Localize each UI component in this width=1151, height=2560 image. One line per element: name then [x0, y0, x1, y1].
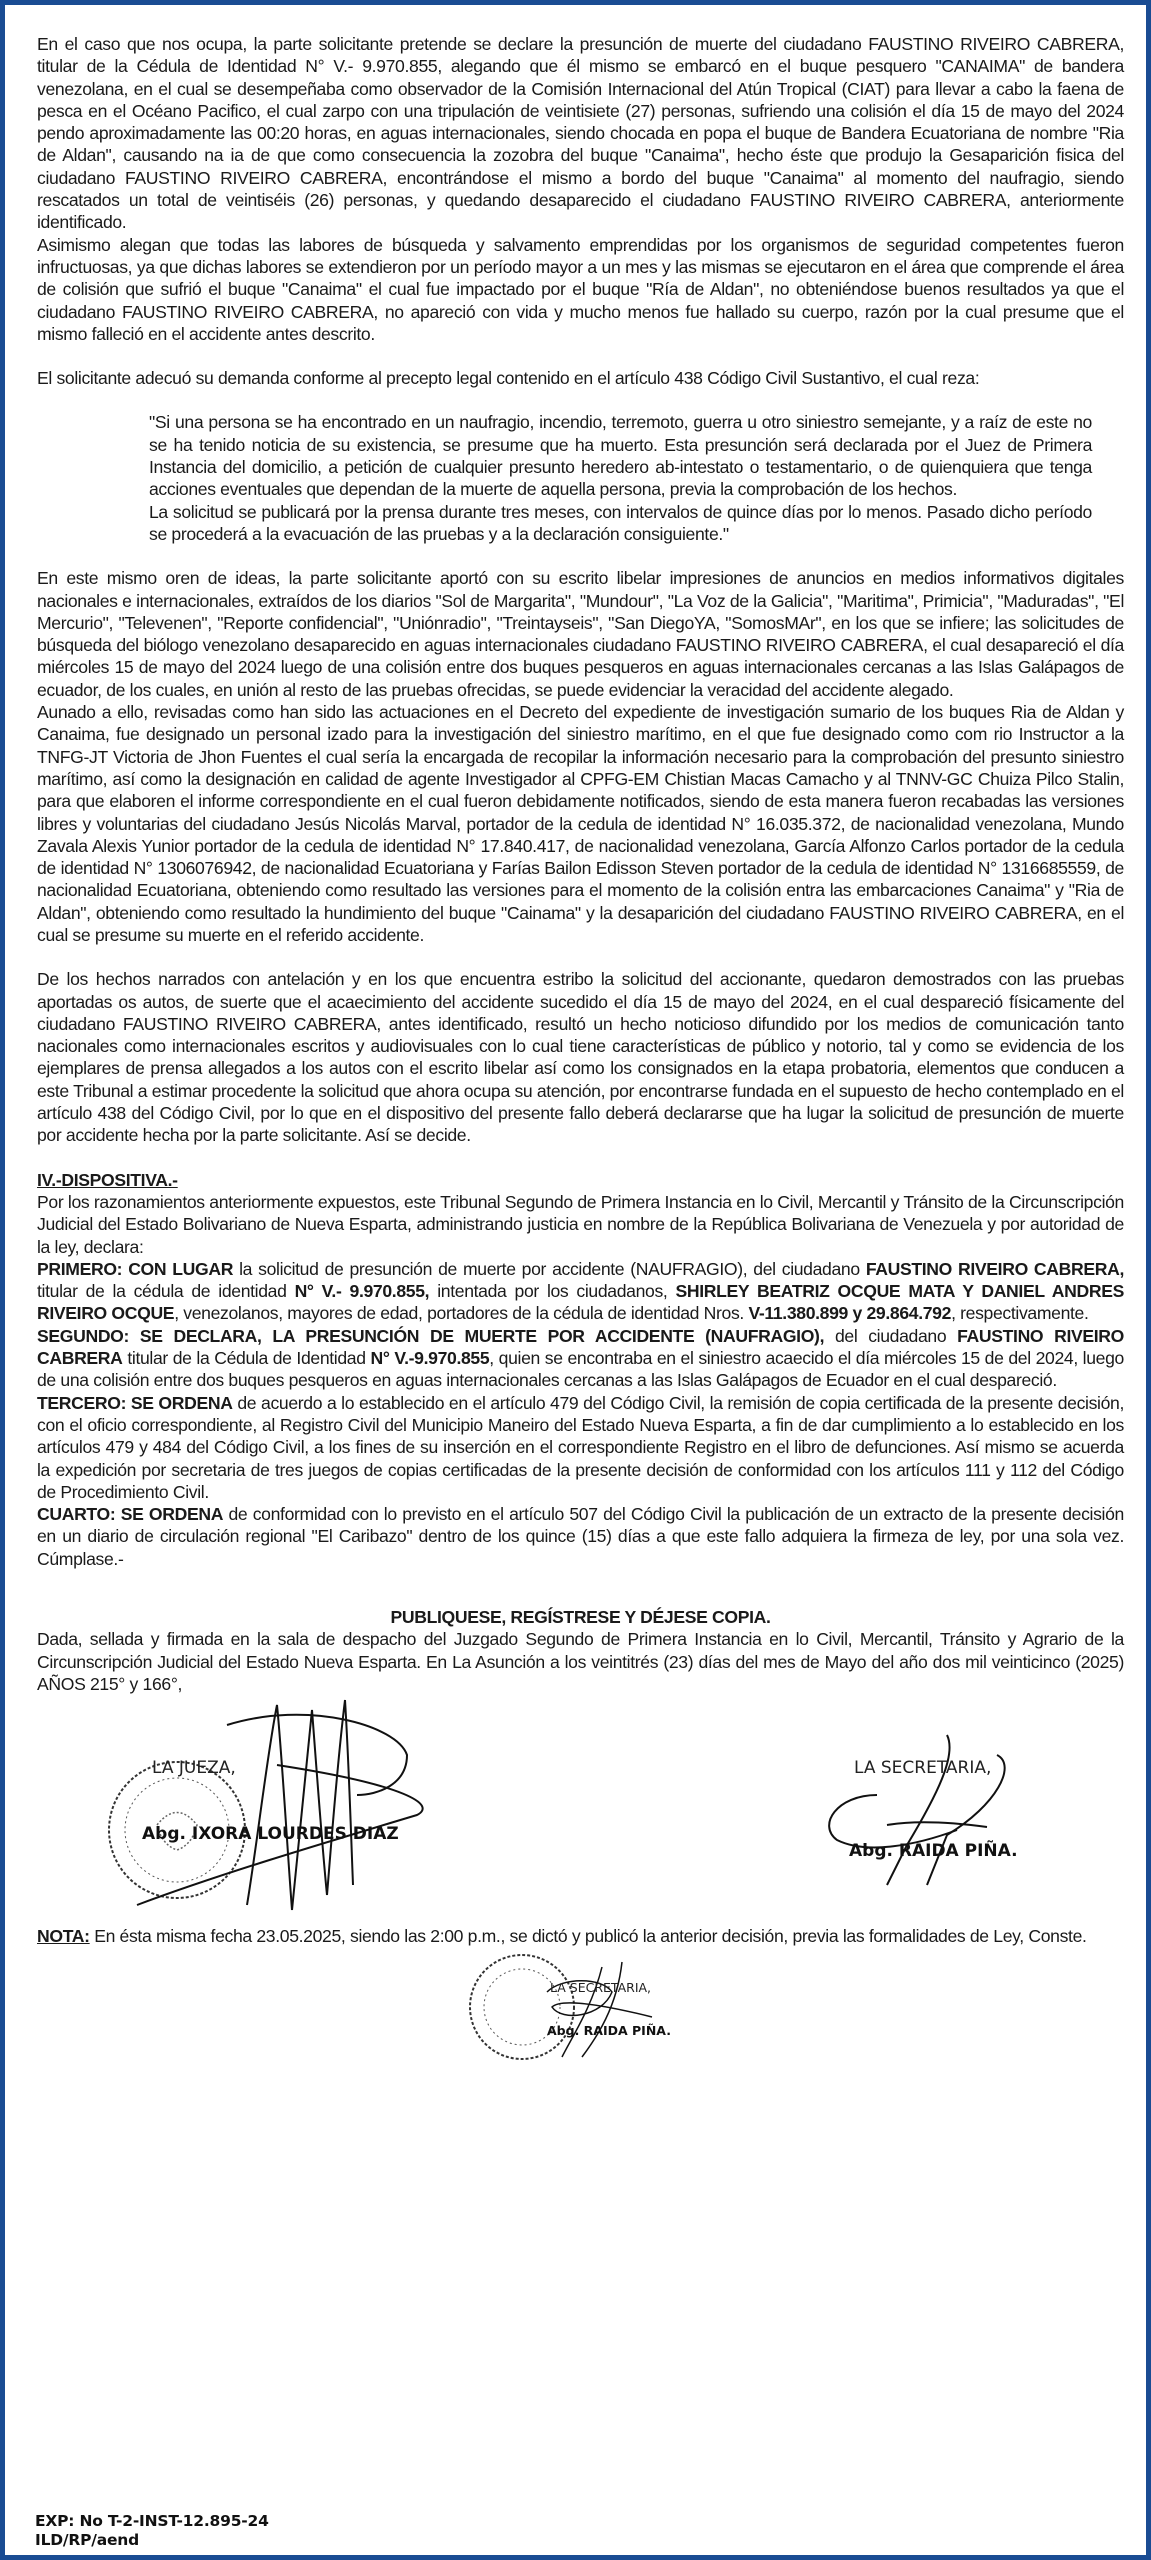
judge-title: LA JUEZA, [152, 1758, 236, 1779]
segundo-id: N° V.-9.970.855 [370, 1348, 490, 1369]
primero-applicant-ids: V-11.380.899 y 29.864.792 [748, 1303, 952, 1324]
paragraph-legal-basis: El solicitante adecuó su demanda conforme al precepto legal contenido en el artículo 438 Código Civil Sustantivo, el cual reza: [37, 368, 980, 389]
paragraph-dada: Dada, sellada y firmada en la sala de despacho del Juzgado Segundo de Primera Instancia en lo Civil, Mercantil, Tránsito y Agrario de la Circunscripción Judicial del Estado Nueva Esparta. En La Asunción a los veintitrés (23) días del mes de Mayo del año dos mil veinticinco (2025) AÑOS 215° y 166°, [37, 1629, 1124, 1694]
stamp-name: Abg. RAIDA PIÑA. [547, 2023, 671, 2039]
secretary-signature-block [797, 1735, 1097, 1885]
nota-text: En ésta misma fecha 23.05.2025, siendo las 2:00 p.m., se dictó y publicó la anterior decisión, previa las formalidades de Ley, Conste. [89, 1926, 1087, 1947]
segundo-name: FAUSTINO RIVEIRO CABRERA [37, 1325, 1124, 1369]
quote-article-438-part2: La solicitud se publicará por la prensa durante tres meses, con intervalos de quince días por lo menos. Pasado dicho período se procederá a la evacuación de las pruebas y a la declaración consiguiente." [149, 501, 1092, 544]
ruling-segundo [37, 1325, 1124, 1392]
stamp-title: LA SECRETARIA, [550, 1980, 652, 1996]
case-file-footer [35, 2512, 269, 2550]
primero-text-3: intentada por los ciudadanos, [429, 1281, 676, 1302]
judge-seal-and-signature [77, 1695, 437, 1925]
primero-text-2: titular de la cédula de identidad [37, 1281, 295, 1302]
primero-label: PRIMERO: CON LUGAR [37, 1258, 234, 1279]
ruling-cuarto [37, 1503, 1124, 1570]
paragraph-facts: En el caso que nos ocupa, la parte solicitante pretende se declare la presunción de muerte del ciudadano FAUSTINO RIVEIRO CABRERA, titular de la Cédula de Identidad N° V.- 9.970.855, alegando que él mismo se embarcó en el buque pesquero "CANAIMA" de bandera venezolana, en el cual se desempeñaba como observador de la Comisión Internacional del Atún Tropical (CIAT) para llevar a cabo la faena de pesca en el Océano Pacifico, el cual zarpo con una tripulación de veintisiete (27) personas, sufriendo una colisión el día 15 de mayo del 2024 pendo aproximadamente las 00:20 horas, en aguas internacionales, siendo chocada en popa el buque de Bandera Ecuatoriana de nombre "Ria de Aldan", causando na ia de que como consecuencia la zozobra del buque "Canaima", hecho éste que produjo la Gesaparición fisica del ciudadano FAUSTINO RIVEIRO CABRERA, encontrándose el mismo a bordo del buque "Canaima" al momento del naufragio, siendo rescatados un total de veintiséis (26) personas, y quedando desaparecido el ciudadano FAUSTINO RIVEIRO CABRERA, anteriormente identificado. [37, 34, 1124, 233]
cuarto-text: de conformidad con lo previsto en el artículo 507 del Código Civil la publicación de un extracto de la presente decisión en un diario de circulación regional "El Caribazo" dentro de los quince (15) días a que este fallo adquiera la firmeza de ley, por una sola vez. Cúmplase.- [37, 1504, 1124, 1569]
primero-applicants: SHIRLEY BEATRIZ OCQUE MATA Y DANIEL ANDRES RIVEIRO OCQUE [37, 1281, 1124, 1324]
segundo-label: SEGUNDO: SE DECLARA, LA PRESUNCIÓN DE MUERTE POR ACCIDENTE (NAUFRAGIO), [37, 1325, 825, 1346]
tercero-label: TERCERO: SE ORDENA [37, 1392, 233, 1413]
primero-text-4: , venezolanos, mayores de edad, portadores de la cédula de identidad Nros. [174, 1303, 749, 1324]
ruling-tercero [37, 1392, 1124, 1503]
quote-article-438-part1: "Si una persona se ha encontrado en un naufragio, incendio, terremoto, guerra u otro siniestro semejante, y a raíz de este no se ha tenido noticia de su existencia, se presume que ha muerto. Esta presunción será declarada por el Juez de Primera Instancia del domicilio, a petición de cualquier presunto heredero ab-intestato o testamentario, o de quienquiera que tenga acciones eventuales que dependan de la muerte de aquella persona, previa la comprobación de los hechos. [149, 412, 1092, 500]
case-initials: ILD/RP/aend [35, 2531, 140, 2549]
publiquese-heading: PUBLIQUESE, REGÍSTRESE Y DÉJESE COPIA. [390, 1607, 771, 1627]
document-body [37, 33, 1124, 2057]
secretary-title: LA SECRETARIA, [854, 1758, 992, 1779]
signature-area [37, 1695, 1124, 1925]
ruling-primero [37, 1258, 1124, 1325]
paragraph-conclusion: De los hechos narrados con antelación y en los que encuentra estribo la solicitud del accionante, quedaron demostrados con las pruebas aportadas os autos, de suerte que el acaecimiento del accidente sucedido el día 15 de mayo del 2024, en el cual despareció físicamente del ciudadano FAUSTINO RIVEIRO CABRERA, antes identificado, resultó un hecho noticioso difundido por los medios de comunicación tanto nacionales como internacionales escritos y audiovisuales con lo cual tiene características de público y notorio, tal y como se evidencia de los ejemplares de prensa allegados a los autos con el escrito libelar así como los consignados en la etapa probatoria, elementos que conducen a este Tribunal a estimar procedente la solicitud que ahora ocupa su atención, por encontrarse fundada en el supuesto de hecho contemplado en el artículo 438 del Código Civil, por lo que en el dispositivo del presente fallo deberá declararse que ha lugar la solicitud de presunción de muerte por accidente hecha por la parte solicitante. Así se decide. [37, 969, 1124, 1146]
segundo-text-3: , quien se encontraba en el siniestro acaecido el día miércoles 15 de del 2024, luego de una colisión entre dos buques pesqueros en aguas internacionales cercanas a las Islas Galápagos de Ecuador en el cual despareció. [37, 1348, 1124, 1391]
primero-id: N° V.- 9.970.855, [294, 1281, 430, 1302]
judge-signature-block [77, 1695, 437, 1925]
nota-paragraph [37, 1925, 1124, 1947]
nota-label: NOTA: [37, 1926, 90, 1947]
primero-name: FAUSTINO RIVEIRO CABRERA, [865, 1258, 1124, 1279]
secretary-seal-icon [470, 1955, 574, 2059]
judge-name: Abg. IXORA LOURDES DIAZ [142, 1824, 399, 1845]
secretary-name: Abg. RAIDA PIÑA. [849, 1841, 1018, 1862]
dispositiva-intro: Por los razonamientos anteriormente expuestos, este Tribunal Segundo de Primera Instancia en lo Civil, Mercantil y Tránsito de la Circunscripción Judicial del Estado Bolivariano de Nueva Esparta, administrando justicia en nombre de la República Bolivariana de Venezuela y por autoridad de la ley, declara: [37, 1191, 1124, 1257]
paragraph-search-efforts: Asimismo alegan que todas las labores de búsqueda y salvamento emprendidas por los organismos de seguridad competentes fueron infructuosas, ya que dichas labores se extendieron por un período mayor a un mes y las mismas se ejecutaron en el área que comprende el área de colisión que sufrió el buque "Canaima" el cual fue impactado por el buque "Ría de Aldan", no obteniéndose buenos resultados ya que el ciudadano FAUSTINO RIVEIRO CABRERA, no apareció con vida y mucho menos fue hallado su cuerpo, razón por la cual presume que el mismo falleció en el accidente antes descrito. [37, 234, 1124, 344]
secretary-stamp-area [37, 1947, 1124, 2057]
judge-signature-icon [137, 1700, 423, 1910]
case-number: EXP: No T-2-INST-12.895-24 [35, 2512, 269, 2530]
segundo-text-1: del ciudadano [824, 1325, 958, 1346]
secretary-stamp [452, 1947, 692, 2057]
paragraph-investigation: Aunado a ello, revisadas como han sido las actuaciones en el Decreto del expediente de investigación sumario de los buques Ria de Aldan y Canaima, fue designado un personal izado para la investigación del siniestro marítimo, en el que fue designado como com rio Instructor a la TNFG-JT Victoria de Jhon Fuentes el cual sería la encargada de recopilar la información necesario para la comprobación del presunto siniestro marítimo, así como la designación en calidad de agente Investigador al CPFG-EM Chistian Macas Camacho y al TNNV-GC Chuiza Pilco Stalin, para que elaboren el informe correspondiente en el cual fueron debidamente notificados, siendo de esta manera fueron recabadas las versiones libres y voluntarias del ciudadano Jesús Nicolás Marval, portador de la cedula de identidad N° 16.035.372, de nacionalidad venezolana, Mundo Zavala Alexis Yunior portador de la cedula de identidad N° 17.840.417, de nacionalidad venezolana, García Alfonzo Carlos portador de la cedula de identidad N° 1306076942, de nacionalidad Ecuatoriana y Farías Bailon Edisson Steven portador de la cedula de identidad N° 1316685559, de nacionalidad Ecuatoriana, obteniendo como resultado las versiones para el momento de la colisión entra las embarcaciones Canaima" y "Ria de Aldan", obteniendo como resultado la hundimiento del buque "Cainama" y la desaparición del ciudadano FAUSTINO RIVEIRO CABRERA, en el cual se presume su muerte en el referido accidente. [37, 702, 1124, 945]
primero-text-5: , respectivamente. [951, 1303, 1089, 1324]
cuarto-label: CUARTO: SE ORDENA [37, 1504, 224, 1525]
primero-text-1: la solicitud de presunción de muerte por accidente (NAUFRAGIO), del ciudadano [233, 1258, 866, 1279]
tercero-text: de acuerdo a lo establecido en el artículo 479 del Código Civil, la remisión de copia certificada de la presente decisión, con el oficio correspondiente, al Registro Civil del Municipio Maneiro del Estado Nueva Esparta, a fin de dar cumplimiento a lo establecido en los artículos 479 y 484 del Código Civil, a los fines de su inserción en el correspondiente Registro en el libro de defunciones. Así mismo se acuerda la expedición por secretaria de tres juegos de copias certificadas de la presente decisión de conformidad con los artículos 111 y 112 del Código de Procedimiento Civil. [37, 1392, 1124, 1502]
paragraph-press-evidence: En este mismo oren de ideas, la parte solicitante aportó con su escrito libelar impresiones de anuncios en medios informativos digitales nacionales e internacionales, extraídos de los diarios "Sol de Margarita", "Mundour", "La Voz de la Galicia", "Maritima", Primicia", "Maduradas", "El Mercurio", "Televenen", "Reporte confidencial", "Uniónradio", "Treintayseis", "San DiegoYA, "SomosMAr", en los que se infiere; las solicitudes de búsqueda del biólogo venezolano desaparecido en aguas internacionales ciudadano FAUSTINO RIVEIRO CABRERA, el cual desapareció el día miércoles 15 de mayo del 2024 luego de una colisión entre dos buques pesqueros en aguas internacionales cercanas a las Islas Galápagos de ecuador, de los cuales, en unión al resto de las pruebas ofrecidas, se puede evidenciar la veracidad del accidente alegado. [37, 568, 1124, 700]
segundo-text-2: titular de la Cédula de Identidad [122, 1348, 371, 1369]
dispositiva-heading: IV.-DISPOSITIVA.- [37, 1169, 178, 1190]
